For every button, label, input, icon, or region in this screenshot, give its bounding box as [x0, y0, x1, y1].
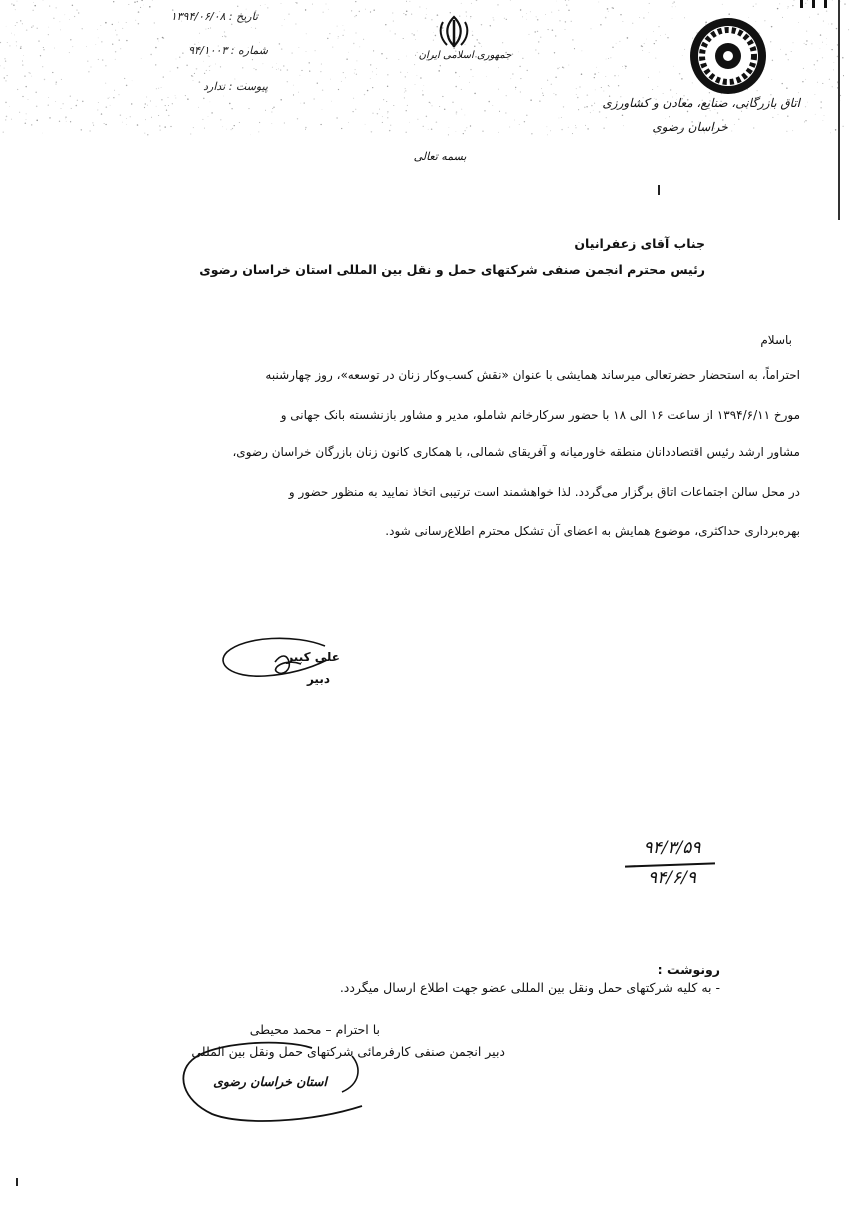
- letter-date: تاریخ : ۱۳۹۴/۰۶/۰۸: [170, 10, 258, 23]
- copy-line: - به کلیه شرکتهای حمل ونقل بین المللی عضو جهت اطلاع ارسال میگردد.: [339, 980, 720, 995]
- invocation-text: بسمه تعالی: [413, 150, 467, 163]
- ministry-caption: جمهوری اسلامی ایران: [418, 50, 512, 61]
- body-line-1: احتراماً، به استحضار حضرتعالی میرساند همایشی با عنوان «نقش کسب‌وکار زنان در توسعه»، روز چهارشنبه: [265, 368, 800, 382]
- handwritten-divider: [625, 862, 715, 867]
- copy-heading: رونوشت :: [657, 962, 720, 977]
- stamp-text: استان خراسان رضوی: [213, 1074, 327, 1089]
- chamber-city: خراسان رضوی: [652, 120, 728, 134]
- handwritten-ref-2: ۹۴/۶/۹: [648, 868, 696, 888]
- body-line-2: مورخ ۱۳۹۴/۶/۱۱ از ساعت ۱۶ الی ۱۸ با حضور سرکارخانم شاملو، مدیر و مشاور بازنشسته بانک جهانی و: [280, 408, 800, 422]
- signatory-name: علی کبیر: [286, 650, 340, 664]
- addressee-title: رئیس محترم انجمن صنفی شرکتهای حمل و نقل بین المللی استان خراسان رضوی: [199, 262, 705, 277]
- handwritten-ref-1: ۹۴/۳/۵۹: [643, 838, 701, 858]
- letter-attachment: پیوست : ندارد: [203, 80, 268, 93]
- body-line-3: مشاور ارشد رئیس اقتصاددانان منطقه خاورمیانه و آفریقای شمالی، با همکاری کانون زنان بازرگان خراسان رضوی،: [232, 445, 800, 459]
- letter-number: شماره : ۹۴/۱۰۰۳: [188, 44, 268, 57]
- regards-line: با احترام – محمد محیطی: [249, 1022, 380, 1037]
- scan-corner-mark: [16, 1178, 18, 1186]
- body-line-4: در محل سالن اجتماعات اتاق برگزار می‌گردد. لذا خواهشمند است ترتیبی اتخاذ نمایید به منظور حضور و: [288, 485, 800, 499]
- scan-mark: [658, 185, 660, 195]
- body-line-5: بهره‌برداری حداکثری، موضوع همایش به اعضای آن تشکل محترم اطلاع‌رسانی شود.: [385, 524, 800, 538]
- scan-edge-mark: [792, 0, 842, 10]
- scan-edge-line: [838, 0, 840, 220]
- chamber-logo-icon: [680, 10, 780, 102]
- iran-emblem-icon: [437, 14, 471, 50]
- salutation: باسلام: [760, 333, 792, 347]
- signatory-title: دبیر: [306, 672, 330, 686]
- chamber-name: اتاق بازرگانی، صنایع، معادن و کشاورزی: [602, 96, 800, 110]
- addressee-name: جناب آقای زعفرانیان: [574, 236, 705, 251]
- secretary-line: دبیر انجمن صنفی کارفرمائی شرکتهای حمل ونقل بین المللی: [191, 1044, 505, 1059]
